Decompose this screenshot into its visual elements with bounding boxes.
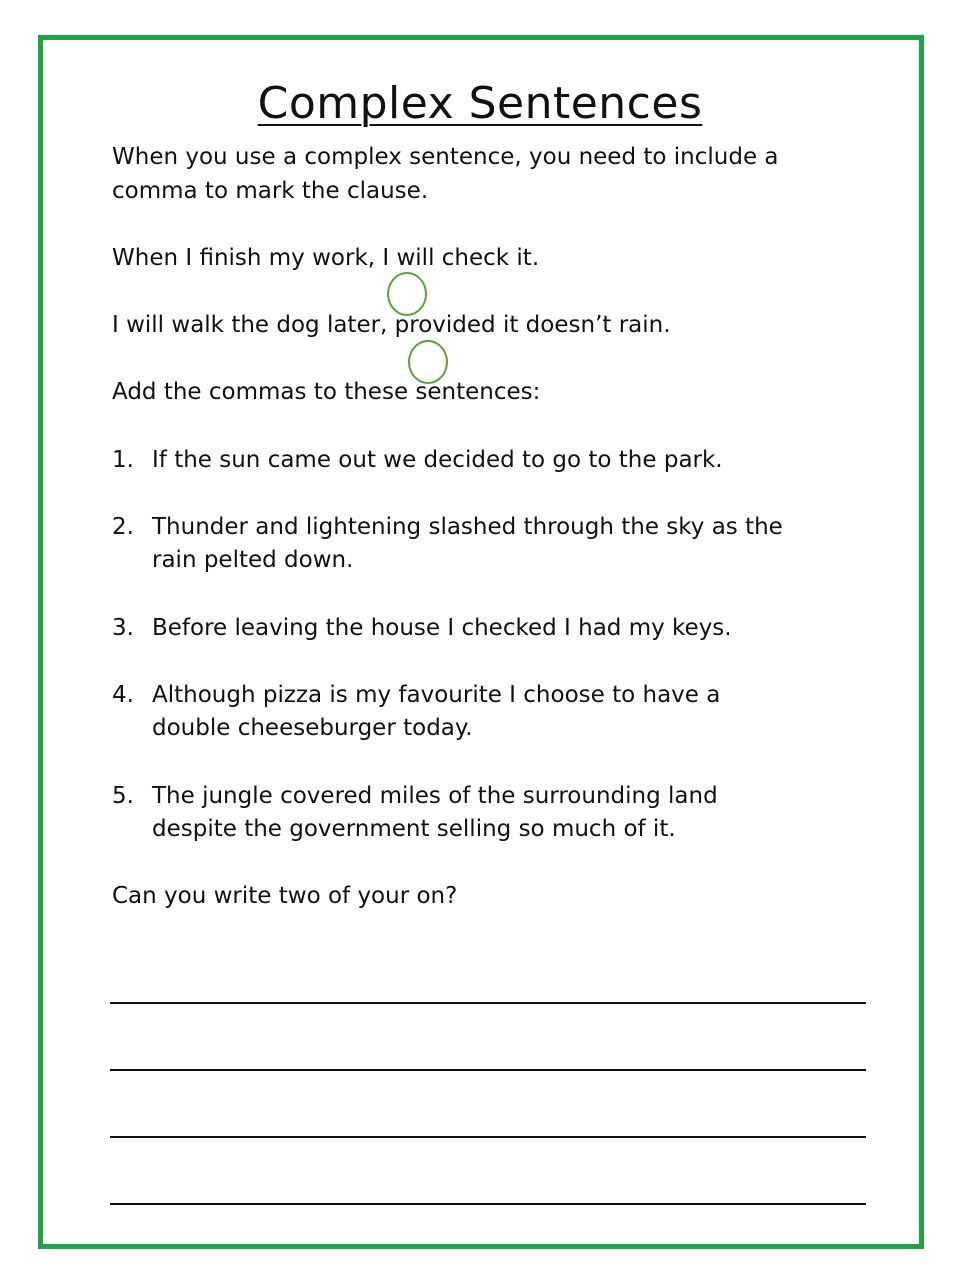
intro-line-1: When you use a complex sentence, you need to include a (112, 144, 779, 170)
list-item-text: Thunder and lightening slashed through the sky as the (152, 514, 783, 540)
list-item-text: The jungle covered miles of the surrounding land (152, 783, 718, 809)
answer-line[interactable] (110, 1002, 866, 1004)
instruction-text: Add the commas to these sentences: (112, 379, 541, 405)
writing-prompt: Can you write two of your on? (112, 883, 458, 909)
list-item-text: Before leaving the house I checked I had my keys. (152, 615, 732, 641)
page-title: Complex Sentences (257, 78, 703, 129)
example-sentence-1: When I finish my work, I will check it. (112, 245, 540, 271)
list-item-number: 4. (112, 682, 134, 708)
list-item-text: If the sun came out we decided to go to the park. (152, 447, 723, 473)
list-item-text: double cheeseburger today. (152, 715, 473, 741)
example-sentence-2: I will walk the dog later, provided it doesn’t rain. (112, 312, 671, 338)
list-item-text: despite the government selling so much of it. (152, 816, 676, 842)
answer-line[interactable] (110, 1069, 866, 1071)
list-item-text: Although pizza is my favourite I choose to have a (152, 682, 721, 708)
answer-line[interactable] (110, 1203, 866, 1205)
list-item-number: 5. (112, 783, 134, 809)
list-item-number: 1. (112, 447, 134, 473)
intro-line-2: comma to mark the clause. (112, 178, 429, 204)
list-item-number: 3. (112, 615, 134, 641)
answer-line[interactable] (110, 1136, 866, 1138)
list-item-number: 2. (112, 514, 134, 540)
list-item-text: rain pelted down. (152, 547, 354, 573)
